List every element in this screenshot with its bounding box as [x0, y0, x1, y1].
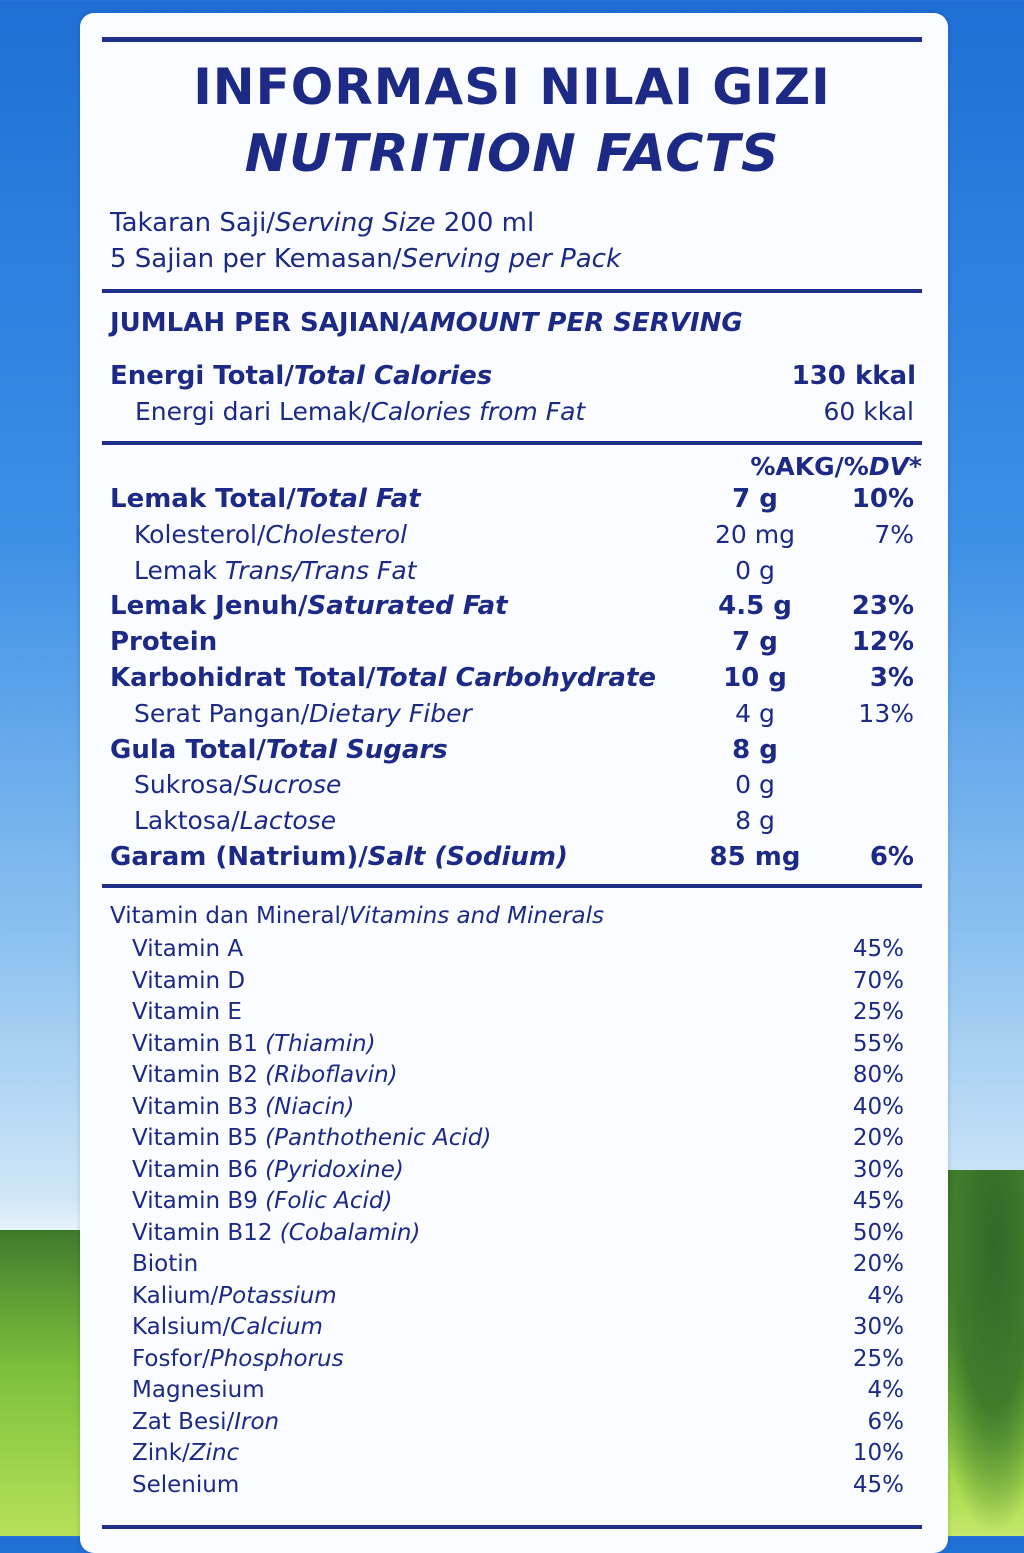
nutrient-name: Kolesterol/Cholesterol	[134, 519, 408, 549]
serving-size: Takaran Saji/Serving Size 200 ml	[110, 208, 535, 238]
vitamin-name: Vitamin B6 (Pyridoxine)	[132, 1156, 404, 1183]
title-english: NUTRITION FACTS	[244, 124, 780, 184]
vitamin-name: Vitamin D	[132, 967, 246, 994]
nutrient-amount: 7 g	[732, 484, 778, 514]
nutrient-row	[0, 770, 1024, 806]
serving-divider	[102, 289, 922, 293]
vitamin-row	[0, 1440, 1024, 1470]
vitamin-daily-value: 70%	[852, 967, 904, 994]
vitamin-daily-value: 6%	[867, 1408, 904, 1435]
nutrient-amount: 20 mg	[715, 519, 795, 549]
vitamin-daily-value: 80%	[852, 1062, 904, 1088]
vitamin-row	[0, 1031, 1024, 1061]
vitamin-daily-value: 4%	[867, 1377, 904, 1403]
nutrient-name: Laktosa/Lactose	[134, 806, 337, 836]
vitamin-name: Vitamin B5 (Panthothenic Acid)	[132, 1125, 492, 1151]
total-calories-value: 130 kkal	[791, 361, 916, 391]
vitamin-name: Zat Besi/Iron	[132, 1408, 280, 1435]
calories-from-fat-value: 60 kkal	[823, 397, 914, 426]
nutrient-row	[0, 663, 1024, 699]
nutrient-amount: 85 mg	[709, 842, 801, 872]
vitamin-row	[0, 968, 1024, 998]
vitamin-name: Vitamin A	[132, 936, 244, 962]
vitamin-name: Zink/Zinc	[132, 1440, 240, 1466]
vitamin-daily-value: 45%	[852, 936, 904, 962]
vitamin-row	[0, 1283, 1024, 1313]
vitamin-daily-value: 55%	[852, 1030, 904, 1057]
nutrient-daily-value: 6%	[869, 842, 914, 872]
nutrient-row	[0, 842, 1024, 878]
nutrient-amount: 7 g	[732, 627, 778, 658]
top-divider	[102, 37, 922, 42]
nutrient-daily-value: 13%	[858, 698, 914, 728]
vitamin-row	[0, 1220, 1024, 1250]
vitamin-daily-value: 25%	[852, 1345, 904, 1372]
vitamin-daily-value: 50%	[852, 1219, 904, 1246]
vitamin-name: Kalsium/Calcium	[132, 1314, 323, 1340]
vitamin-row	[0, 1094, 1024, 1124]
nutrient-row	[0, 699, 1024, 735]
nutrient-daily-value: 7%	[874, 519, 914, 549]
amount-per-serving-heading: JUMLAH PER SAJIAN/AMOUNT PER SERVING	[110, 308, 743, 338]
vitamin-row	[0, 1251, 1024, 1281]
vitamin-daily-value: 10%	[852, 1440, 904, 1466]
vitamin-daily-value: 4%	[867, 1282, 904, 1309]
nutrient-daily-value: 23%	[851, 591, 914, 622]
nutrient-daily-value: 3%	[869, 663, 914, 693]
vitamin-daily-value: 20%	[852, 1125, 904, 1151]
vitamin-row	[0, 1409, 1024, 1439]
vitamin-daily-value: 45%	[852, 1471, 904, 1498]
nutrient-row	[0, 627, 1024, 663]
total-calories-label: Energi Total/Total Calories	[110, 361, 493, 391]
nutrient-name: Lemak Total/Total Fat	[110, 484, 421, 514]
vitamin-row	[0, 1346, 1024, 1376]
nutrient-name: Karbohidrat Total/Total Carbohydrate	[110, 663, 657, 693]
vitamin-row	[0, 999, 1024, 1029]
nutrient-row	[0, 735, 1024, 771]
vitamin-name: Vitamin B12 (Cobalamin)	[132, 1219, 421, 1246]
nutrient-name: Serat Pangan/Dietary Fiber	[134, 698, 472, 728]
vitamin-name: Vitamin B1 (Thiamin)	[132, 1030, 376, 1057]
vitamin-daily-value: 25%	[852, 999, 904, 1025]
vitamin-name: Vitamin B9 (Folic Acid)	[132, 1188, 393, 1214]
nutrient-name: Lemak Trans/Trans Fat	[134, 555, 417, 585]
vitamin-row	[0, 1125, 1024, 1155]
vitamin-daily-value: 30%	[852, 1314, 904, 1340]
vitamin-row	[0, 1472, 1024, 1502]
vitamin-row	[0, 1062, 1024, 1092]
nutrient-divider	[102, 884, 922, 888]
nutrient-name: Gula Total/Total Sugars	[110, 734, 448, 765]
vitamin-name: Biotin	[132, 1251, 199, 1277]
nutrient-row	[0, 520, 1024, 556]
vitamin-row	[0, 1314, 1024, 1344]
nutrient-name: Garam (Natrium)/Salt (Sodium)	[110, 842, 568, 872]
calories-from-fat-label: Energi dari Lemak/Calories from Fat	[135, 397, 586, 426]
nutrient-amount: 4 g	[735, 698, 775, 728]
vitamin-daily-value: 45%	[852, 1188, 904, 1214]
vitamin-name: Fosfor/Phosphorus	[132, 1345, 344, 1372]
nutrient-amount: 8 g	[735, 806, 775, 836]
nutrient-row	[0, 591, 1024, 627]
nutrient-row	[0, 806, 1024, 842]
energy-divider	[102, 441, 922, 445]
daily-value-heading: %AKG/%DV*	[750, 452, 922, 481]
nutrient-row	[0, 556, 1024, 592]
vitamin-name: Vitamin E	[132, 999, 242, 1025]
nutrient-name: Sukrosa/Sucrose	[134, 770, 342, 800]
nutrient-amount: 0 g	[735, 770, 775, 800]
nutrient-row	[0, 484, 1024, 520]
vitamin-daily-value: 20%	[852, 1251, 904, 1277]
vitamins-heading: Vitamin dan Mineral/Vitamins and Minerals	[110, 903, 605, 929]
nutrient-daily-value: 10%	[851, 484, 914, 514]
bottom-divider	[102, 1525, 922, 1529]
vitamin-row	[0, 936, 1024, 966]
vitamin-row	[0, 1188, 1024, 1218]
vitamin-row	[0, 1157, 1024, 1187]
vitamin-name: Vitamin B3 (Niacin)	[132, 1093, 355, 1120]
vitamin-name: Selenium	[132, 1471, 240, 1498]
vitamin-daily-value: 40%	[852, 1093, 904, 1120]
nutrient-amount: 4.5 g	[718, 591, 792, 622]
nutrient-name: Lemak Jenuh/Saturated Fat	[110, 591, 508, 622]
nutrient-name: Protein	[110, 627, 218, 658]
servings-per-pack: 5 Sajian per Kemasan/Serving per Pack	[110, 244, 622, 274]
vitamin-daily-value: 30%	[852, 1156, 904, 1183]
nutrient-amount: 10 g	[723, 663, 787, 693]
title-indonesian: INFORMASI NILAI GIZI	[193, 58, 831, 116]
nutrient-daily-value: 12%	[851, 627, 914, 658]
vitamin-name: Vitamin B2 (Riboflavin)	[132, 1062, 398, 1088]
nutrient-amount: 8 g	[732, 734, 778, 765]
vitamin-name: Kalium/Potassium	[132, 1282, 337, 1309]
nutrient-amount: 0 g	[735, 555, 775, 585]
vitamin-row	[0, 1377, 1024, 1407]
vitamin-name: Magnesium	[132, 1377, 265, 1403]
